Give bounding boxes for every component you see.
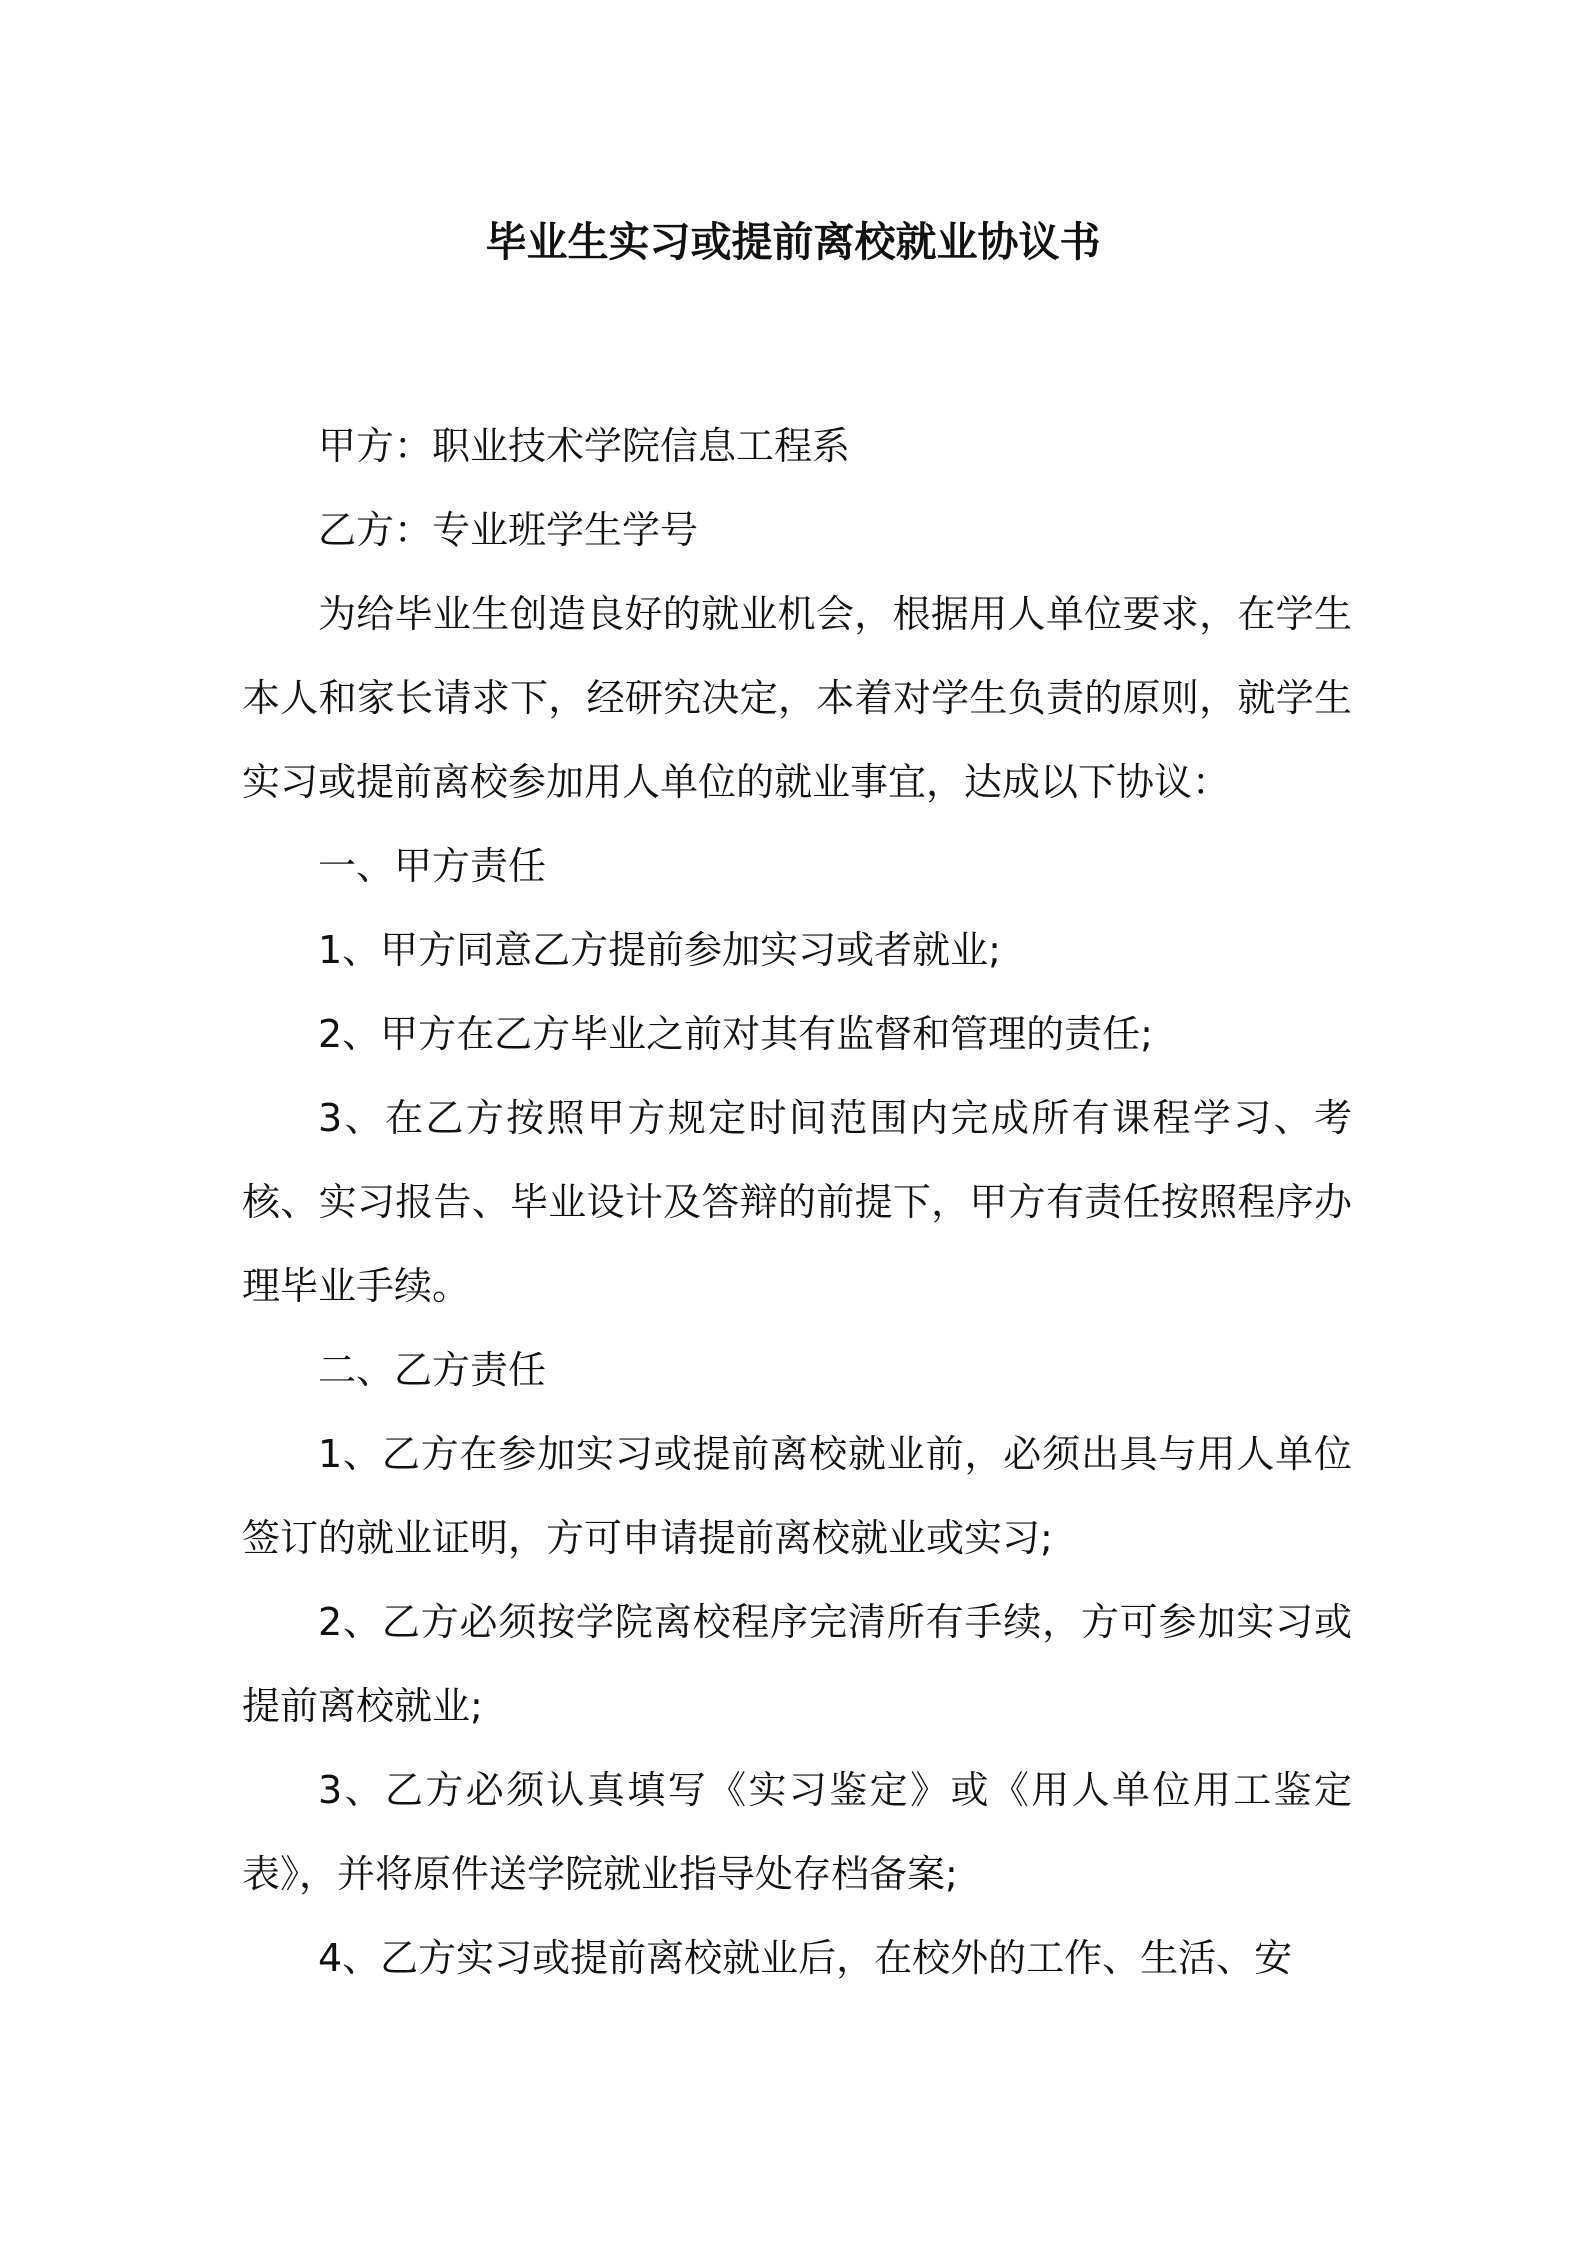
document-body — [242, 404, 1352, 2000]
party-b-line: 乙方：专业班学生学号 — [318, 508, 699, 552]
section-1-heading: 一、甲方责任 — [318, 844, 547, 888]
section-2-item-2: 2、乙方必须按学院离校程序完清所有手续，方可参加实习或提前离校就业; — [242, 1600, 1352, 1728]
section-2-item-3: 3、乙方必须认真填写《实习鉴定》或《用人单位用工鉴定表》，并将原件送学院就业指导处存档备案; — [242, 1768, 1352, 1896]
section-1-item-3: 3、在乙方按照甲方规定时间范围内完成所有课程学习、考核、实习报告、毕业设计及答辩的前提下，甲方有责任按照程序办理毕业手续。 — [242, 1096, 1352, 1308]
section-1-item-1: 1、甲方同意乙方提前参加实习或者就业; — [318, 928, 1001, 972]
section-2-item-1: 1、乙方在参加实习或提前离校就业前，必须出具与用人单位签订的就业证明，方可申请提前离校就业或实习; — [242, 1432, 1352, 1560]
party-a-line: 甲方：职业技术学院信息工程系 — [318, 424, 851, 468]
document-title: 毕业生实习或提前离校就业协议书 — [485, 218, 1101, 266]
section-2-heading: 二、乙方责任 — [318, 1348, 547, 1392]
section-2-item-4: 4、乙方实习或提前离校就业后，在校外的工作、生活、安 — [318, 1936, 1293, 1980]
intro-paragraph: 为给毕业生创造良好的就业机会，根据用人单位要求，在学生本人和家长请求下，经研究决定，本着对学生负责的原则，就学生实习或提前离校参加用人单位的就业事宜，达成以下协议： — [242, 592, 1352, 804]
section-1-item-2: 2、甲方在乙方毕业之前对其有监督和管理的责任; — [318, 1012, 1153, 1056]
